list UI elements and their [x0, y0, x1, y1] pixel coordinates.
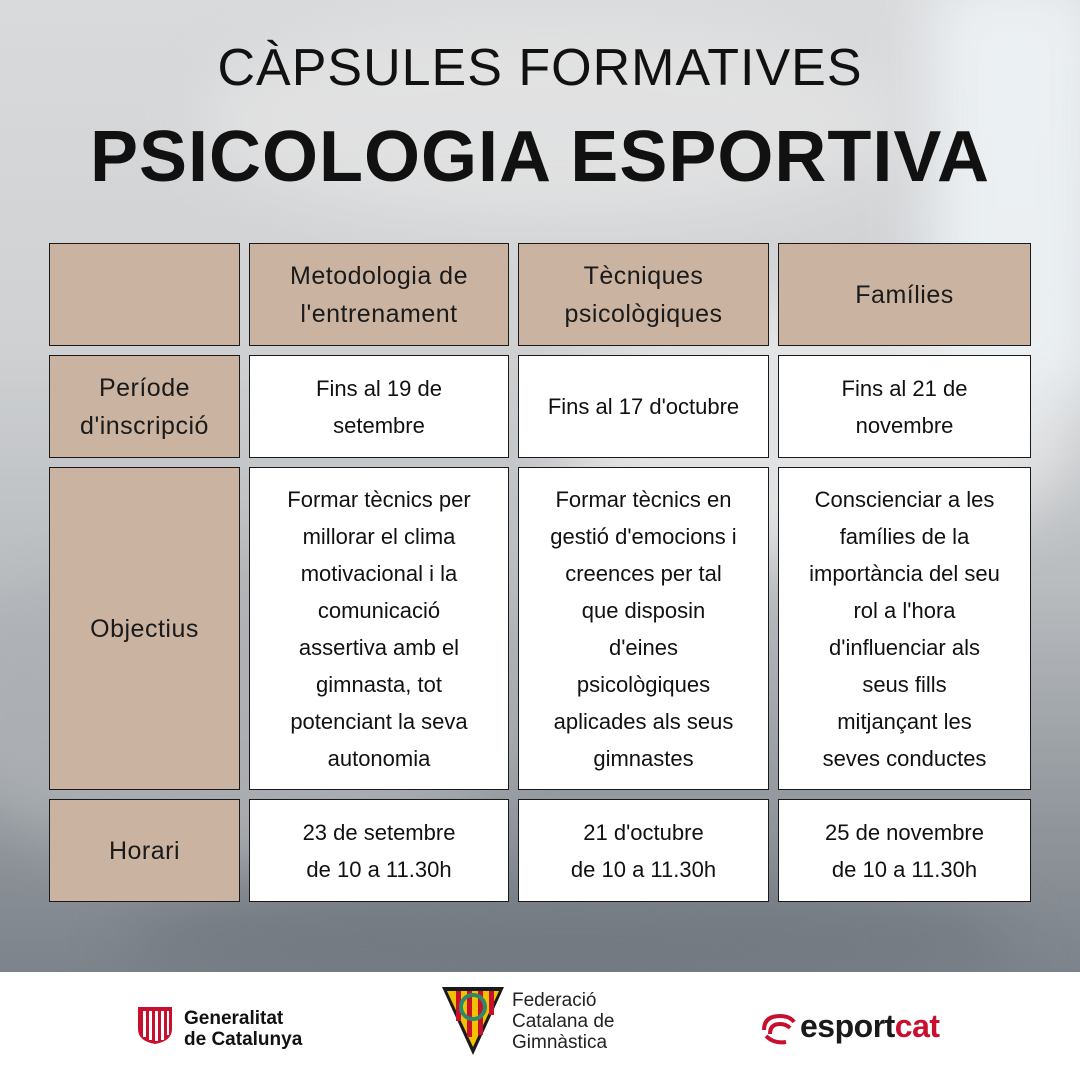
federacio-logo-icon — [440, 985, 506, 1057]
cell-objectius-metodologia: Formar tècnics per millorar el clima motivacional i la comunicació assertiva amb el gimnasta, tot potenciant la seva autonomia — [249, 467, 509, 790]
cell-periode-metodologia: Fins al 19 de setembre — [249, 355, 509, 458]
cell-horari-tecniques: 21 d'octubre de 10 a 11.30h — [518, 799, 769, 902]
title-line1: CÀPSULES FORMATIVES — [217, 39, 863, 97]
col-header-families: Famílies — [778, 243, 1031, 346]
generalitat-logo-icon — [136, 1005, 174, 1045]
row-label-periode: Període d'inscripció — [49, 355, 240, 458]
title-line2: PSICOLOGIA ESPORTIVA — [89, 117, 991, 197]
esportcat-logo-text: esportcat — [800, 1008, 940, 1044]
cell-periode-families: Fins al 21 de novembre — [778, 355, 1031, 458]
row-label-horari: Horari — [49, 799, 240, 902]
federacio-logo-text: Federació Catalana de Gimnàstica — [512, 990, 615, 1053]
col-header-tecniques: Tècniques psicològiques — [518, 243, 769, 346]
row-label-objectius: Objectius — [49, 467, 240, 790]
cell-periode-tecniques: Fins al 17 d'octubre — [518, 355, 769, 458]
col-header-metodologia: Metodologia de l'entrenament — [249, 243, 509, 346]
cell-objectius-tecniques: Formar tècnics en gestió d'emocions i creences per tal que disposin d'eines psicològiques aplicades als seus gimnastes — [518, 467, 769, 790]
corner-cell — [49, 243, 240, 346]
generalitat-logo-text: Generalitat de Catalunya — [184, 1008, 303, 1050]
esportcat-logo-icon — [760, 1010, 800, 1048]
cell-objectius-families: Conscienciar a les famílies de la importància del seu rol a l'hora d'influenciar als seus fills mitjançant les seves conductes — [778, 467, 1031, 790]
cell-horari-metodologia: 23 de setembre de 10 a 11.30h — [249, 799, 509, 902]
cell-horari-families: 25 de novembre de 10 a 11.30h — [778, 799, 1031, 902]
